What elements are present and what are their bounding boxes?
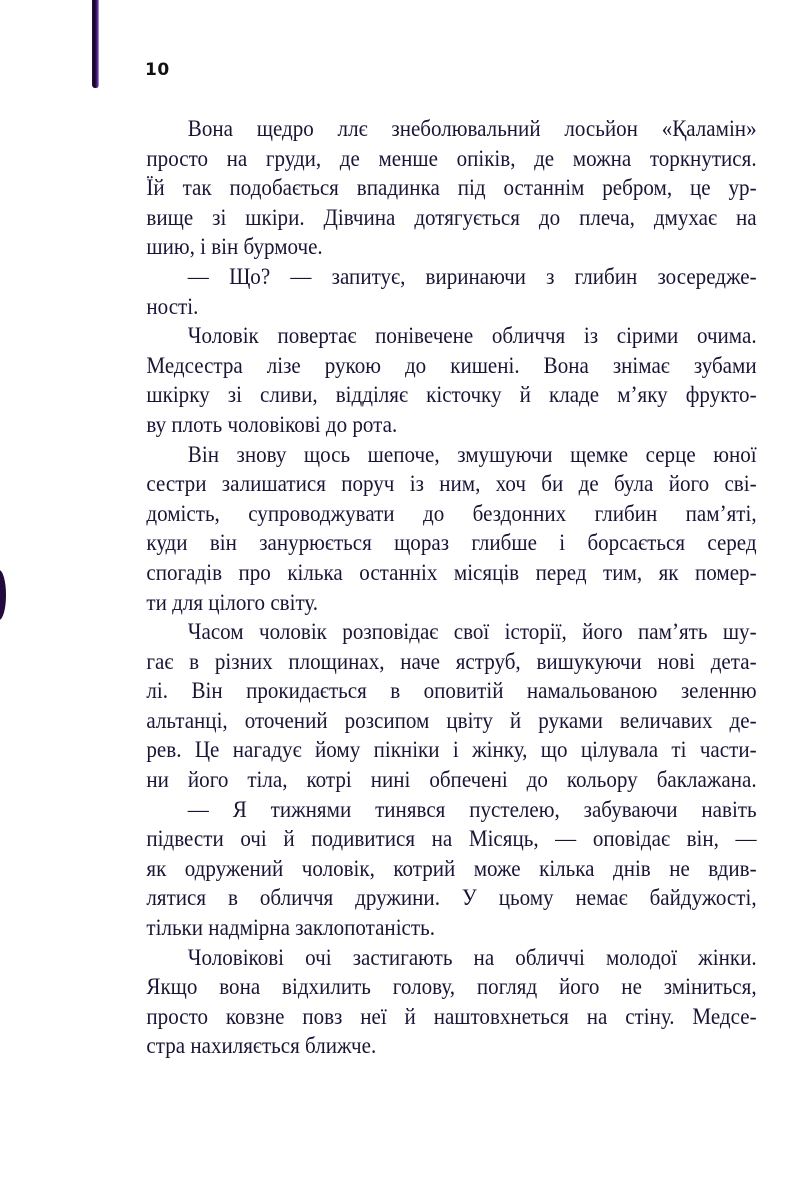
text-line: тільки надмірна заклопотаність.: [146, 915, 435, 942]
text-line: ву плоть чоловікові до рота.: [146, 411, 398, 438]
text-line: домість, супроводжувати до бездонних глибин пам’яті,: [146, 500, 757, 527]
paragraph: [105, 796, 757, 944]
text-line: Він знову щось шепоче, змушуючи щемке серце юної: [187, 441, 757, 468]
text-line: Часом чоловік розповідає свої історії, його пам’ять шу-: [187, 619, 757, 646]
text-line: альтанці, оточений розсипом цвіту й руками величавих де-: [146, 707, 757, 734]
text-line: лі. Він прокидається в оповитій намальованою зеленню: [146, 678, 757, 705]
paragraph: [105, 944, 757, 1062]
text-line: сестри залишатися поруч із ним, хоч би де була його сві-: [146, 471, 757, 498]
text-line: Чоловікові очі застигають на обличчі молодої жінки.: [187, 944, 757, 971]
page-number: 10: [145, 60, 170, 80]
text-line: Чоловік повертає понівечене обличчя із сірими очима.: [187, 323, 757, 350]
text-line: як одружений чоловік, котрий може кілька днів не вдив-: [146, 855, 757, 882]
text-line: ти для цілого світу.: [146, 589, 319, 616]
paragraph: [105, 263, 757, 322]
page-binding-mark: [92, 0, 99, 88]
text-line: ни його тіла, котрі нині обпечені до кольору баклажана.: [146, 767, 757, 794]
paragraph: [105, 322, 757, 440]
text-line: просто ковзне повз неї й наштовхнеться на стіну. Медсе-: [146, 1003, 757, 1030]
text-line: гає в різних площинах, наче яструб, вишукуючи нові дета-: [146, 648, 757, 675]
paragraph: [105, 441, 757, 619]
text-line: вище зі шкіри. Дівчина дотягується до плеча, дмухає на: [146, 204, 757, 231]
text-line: рев. Це нагадує йому пікніки і жінку, що цілувала ті части-: [146, 737, 757, 764]
paragraph: [105, 618, 757, 796]
text-line: — Що? — запитує, виринаючи з глибин зосередже-: [187, 263, 757, 290]
text-line: спогадів про кілька останніх місяців перед тим, як помер-: [146, 559, 757, 586]
text-line: просто на груди, де менше опіків, де можна торкнутися.: [146, 145, 757, 172]
text-line: — Я тижнями тинявся пустелею, забуваючи навіть: [187, 796, 757, 823]
page-edge-mark: [0, 570, 6, 620]
text-line: куди він занурюється щораз глибше і борсається серед: [146, 530, 757, 557]
text-line: шию, і він бурмоче.: [146, 234, 323, 261]
text-line: стра нахиляється ближче.: [146, 1033, 377, 1060]
text-line: лятися в обличчя дружини. У цьому немає байдужості,: [146, 885, 757, 912]
text-line: Якщо вона відхилить голову, погляд його не зміниться,: [146, 974, 757, 1001]
body-text: [105, 115, 757, 1062]
paragraph: [105, 115, 757, 263]
text-line: Їй так подобається впадинка під останнім ребром, це ур-: [146, 175, 757, 202]
text-line: шкірку зі сливи, відділяє кісточку й кладе м’яку фрукто-: [146, 382, 757, 409]
text-line: Медсестра лізе рукою до кишені. Вона знімає зубами: [146, 352, 757, 379]
text-line: підвести очі й подивитися на Місяць, — оповідає він, —: [146, 826, 757, 853]
text-line: Вона щедро ллє знеболювальний лосьйон «Қаламін»: [187, 116, 757, 142]
text-line: ності.: [146, 293, 199, 320]
